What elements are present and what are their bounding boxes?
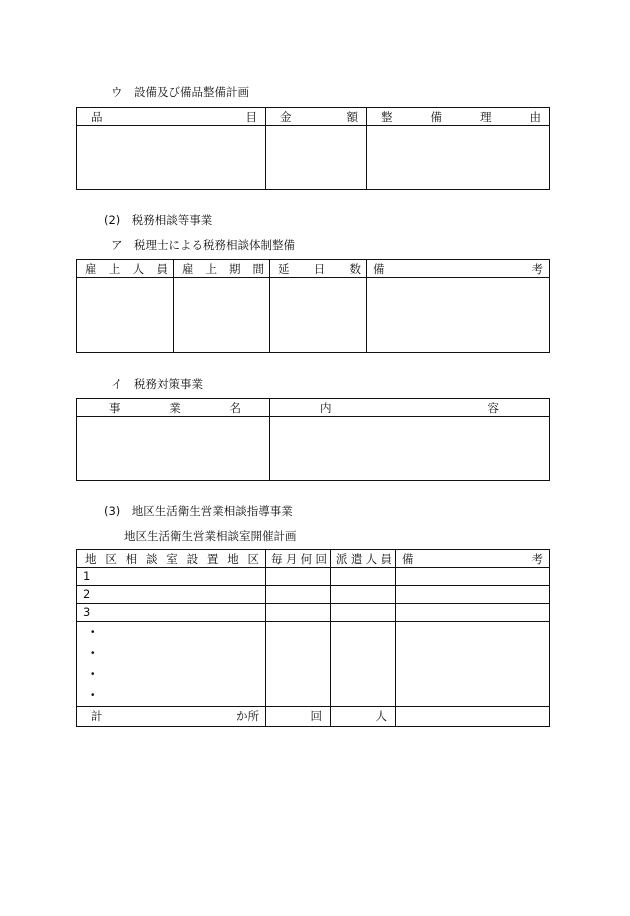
col-project-name [77,399,270,417]
header-char: 地 [227,551,239,566]
header-char: 人 [365,551,378,566]
row-number[interactable]: 1 [77,568,266,586]
header-char: 備 [402,551,414,566]
cell-hired-staff[interactable] [77,278,174,353]
header-char: 毎 [271,551,283,566]
section-district-plan-heading: 地区生活衛生営業相談室開催計画 [124,529,297,543]
table-row [77,622,550,707]
header-char: 員 [380,551,392,566]
col-total-days [270,260,367,278]
header-char: 容 [487,400,499,415]
table-row [77,604,550,622]
total-remarks[interactable] [396,707,550,727]
header-char: 理 [480,109,492,124]
header-char: 区 [105,551,117,566]
continuation-dot: ・ [87,688,99,702]
row-number[interactable]: 2 [77,586,266,604]
cell-remarks[interactable] [396,568,550,586]
cell-dispatch-staff[interactable] [331,586,396,604]
cell-remarks[interactable] [396,622,550,707]
header-char: 数 [349,261,361,276]
equipment-plan-table [76,107,550,190]
cell-monthly-count[interactable] [266,622,331,707]
section-district-consult-heading: (3) 地区生活衛生営業相談指導事業 [104,504,293,518]
cell-hired-period[interactable] [174,278,270,353]
continuation-dot: ・ [87,667,99,681]
header-char: 業 [169,400,181,415]
cell-remarks[interactable] [396,586,550,604]
cell-item[interactable] [77,126,266,190]
total-row [77,707,550,727]
cell-monthly-count[interactable] [266,568,331,586]
header-char: 置 [206,551,219,566]
total-places [77,707,266,727]
header-char: 員 [156,261,168,276]
section-tax-consult-heading: (2) 税務相談等事業 [104,213,213,227]
header-char: 人 [132,261,145,276]
cell-monthly-count[interactable] [266,604,331,622]
header-char: 雇 [85,261,97,276]
tax-accountant-table [76,259,550,353]
col-district [77,550,266,568]
header-char: 日 [313,261,326,276]
header-char: 間 [252,261,264,276]
header-char: 備 [430,109,442,124]
col-remarks [396,550,550,568]
section-tax-measures-heading: イ 税務対策事業 [111,377,203,391]
header-char: 談 [145,551,158,566]
col-amount [266,108,367,126]
cell-content[interactable] [270,417,550,481]
section-tax-accountant-heading: ア 税理士による税務相談体制整備 [111,238,295,252]
cell-remarks[interactable] [396,604,550,622]
district-consult-table [76,549,550,727]
cell-dispatch-staff[interactable] [331,568,396,586]
header-char: 区 [247,551,259,566]
header-char: 遣 [350,551,363,566]
total-times: 回 [266,707,331,727]
header-char: 上 [205,261,217,276]
col-dispatch-staff [331,550,396,568]
col-monthly-count [266,550,331,568]
header-char: 上 [108,261,121,276]
table-row [77,586,550,604]
row-continuation[interactable] [77,622,266,707]
header-char: 名 [229,400,241,415]
header-char: 雇 [182,261,194,276]
row-number[interactable]: 3 [77,604,266,622]
header-char: 額 [346,109,358,124]
header-char: 考 [531,261,543,276]
cell-amount[interactable] [266,126,367,190]
total-persons: 人 [331,707,396,727]
header-char: 備 [373,261,385,276]
header-char: 整 [381,109,393,124]
col-remarks [367,260,550,278]
continuation-dot: ・ [87,646,99,660]
header-char: 期 [229,261,241,276]
header-char: 派 [336,551,348,566]
header-char: 金 [280,109,292,124]
header-char: 設 [186,551,199,566]
col-item [77,108,266,126]
continuation-dot: ・ [87,625,99,639]
col-content [270,399,550,417]
header-char: 月 [285,551,298,566]
col-hired-period [174,260,270,278]
header-char: 延 [278,261,290,276]
header-char: 回 [315,551,327,566]
header-char: 相 [125,551,138,566]
header-char: 内 [320,400,332,415]
header-char: 由 [529,109,541,124]
section-equipment-heading: ウ 設備及び備品整備計画 [111,85,249,99]
header-char: 地 [85,551,97,566]
cell-remarks[interactable] [367,278,550,353]
cell-dispatch-staff[interactable] [331,604,396,622]
header-char: 室 [166,551,178,566]
table-row [77,568,550,586]
header-char: 事 [109,400,121,415]
tax-measures-table [76,398,550,481]
header-char: 目 [245,109,257,124]
header-char: 考 [531,551,543,566]
header-char: 何 [300,551,313,566]
col-hired-staff [77,260,174,278]
total-label: 計 [91,709,103,723]
cell-project-name[interactable] [77,417,270,481]
col-reason [367,108,550,126]
total-places-unit: か所 [236,709,259,723]
cell-monthly-count[interactable] [266,586,331,604]
cell-total-days[interactable] [270,278,367,353]
cell-dispatch-staff[interactable] [331,622,396,707]
cell-reason[interactable] [367,126,550,190]
header-char: 品 [91,109,103,124]
